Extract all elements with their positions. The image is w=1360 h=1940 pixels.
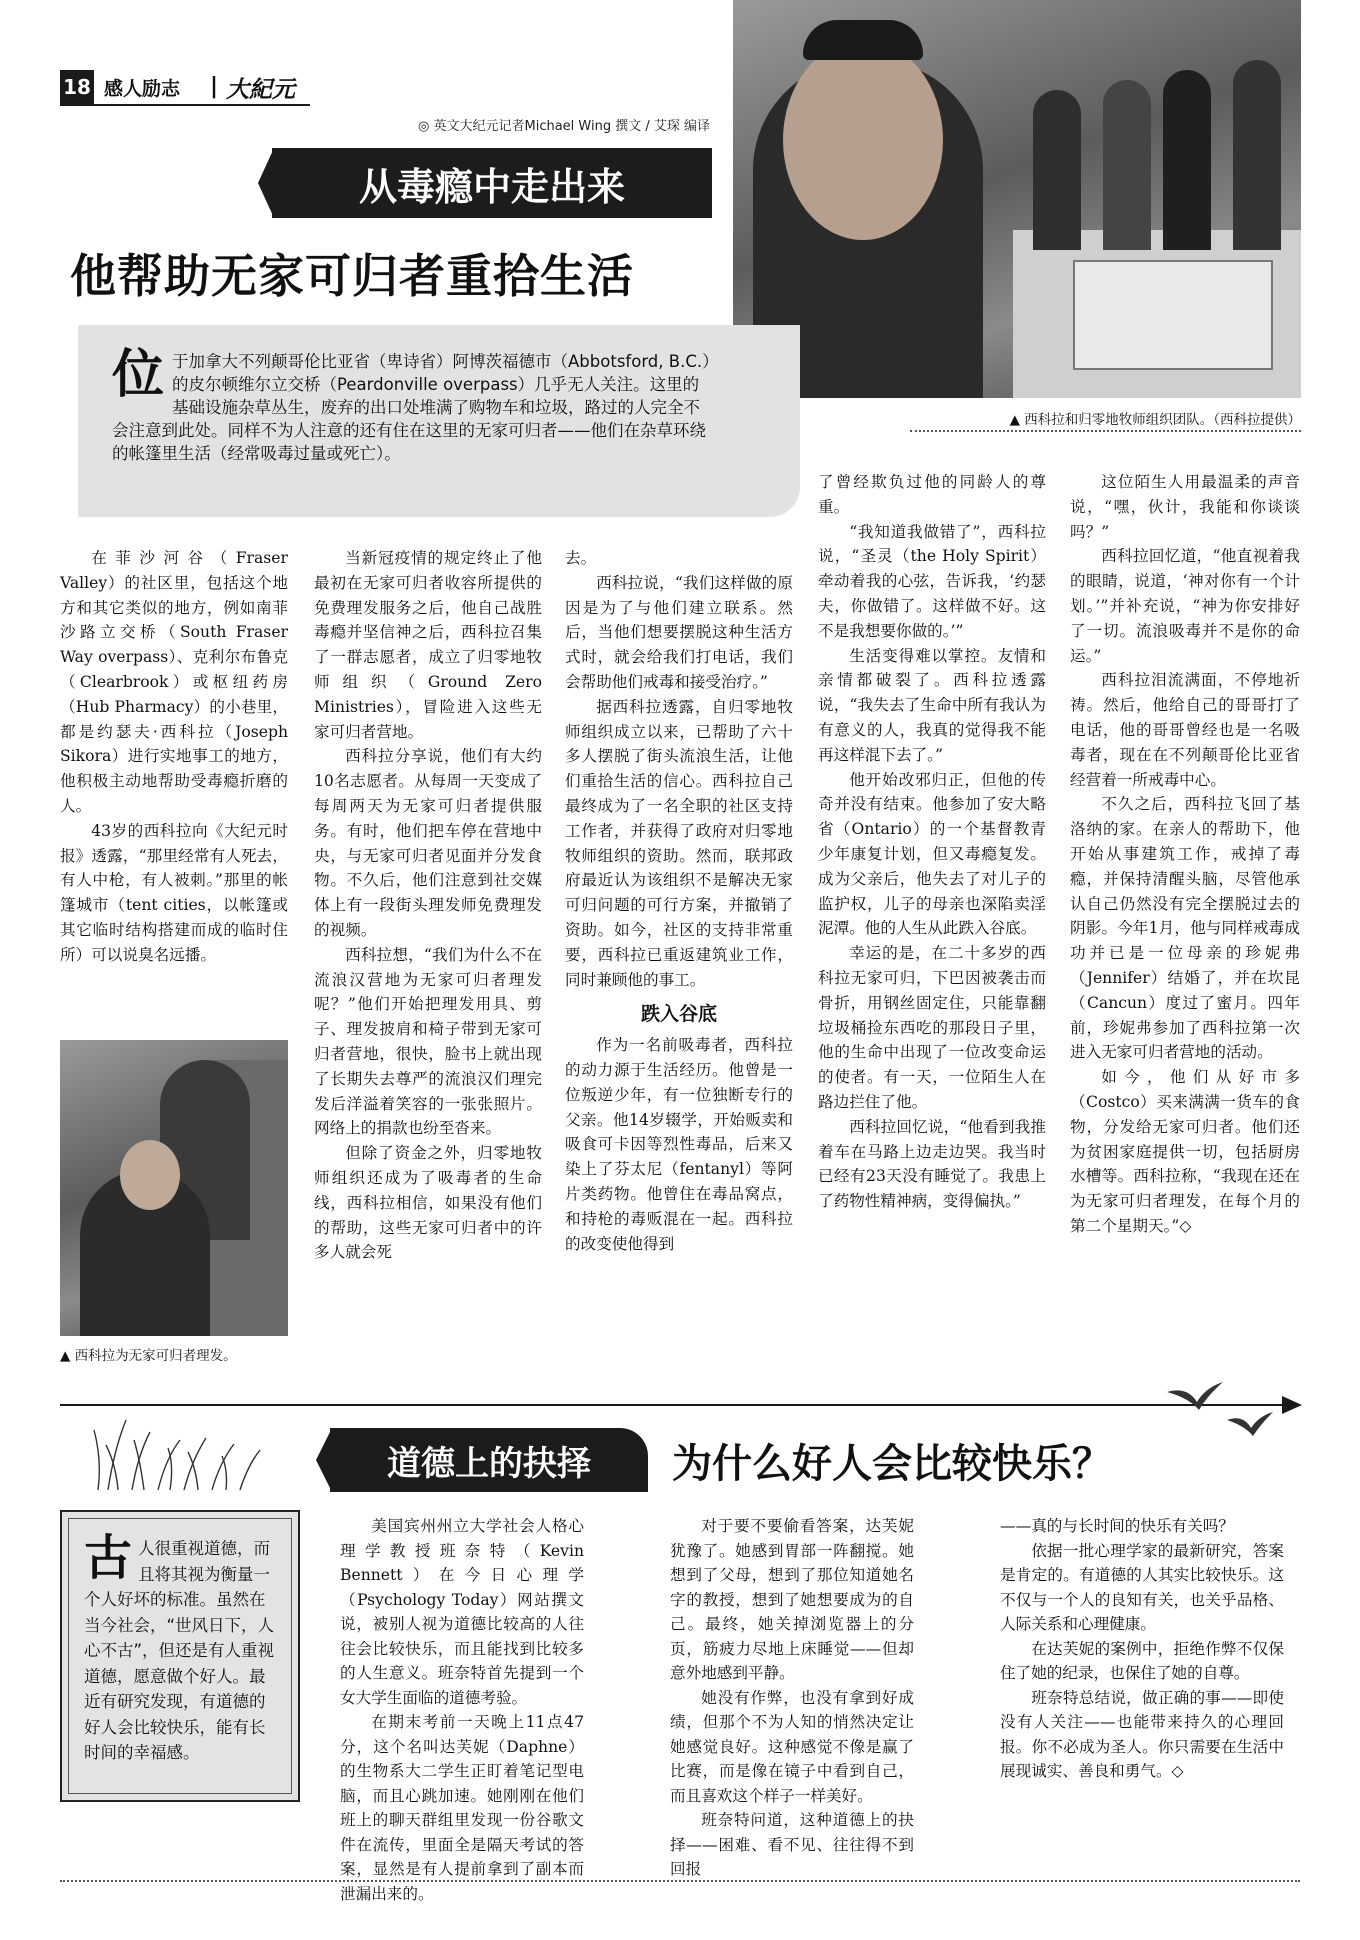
- paragraph: 生活变得难以掌控。友情和亲情都破裂了。西科拉透露说，“我失去了生命中所有我认为有意义的人，我真的觉得我不能再这样混下去了。”: [818, 646, 1046, 764]
- headline: 他帮助无家可归者重拾生活: [70, 249, 634, 303]
- paragraph: 他开始改邪归正，但他的传奇并没有结束。他参加了安大略省（Ontario）的一个基督教青少年康复计划，但又毒瘾复发。成为父亲后，他失去了对儿子的监护权，儿子的母亲也深陷卖淫泥潭。他的人生从此跌入谷底。: [818, 770, 1046, 938]
- paragraph: 据西科拉透露，自归零地牧师组织成立以来，已帮助了六十多人摆脱了街头流浪生活，让他们重拾生活的信心。西科拉自己最终成为了一名全职的社区支持工作者，并获得了政府对归零地牧师组织的资助。然而，联邦政府最近认为该组织不是解决无家可归问题的可行方案，并撤销了资助。如今，社区的支持非常重要，西科拉已重返建筑业工作，同时兼顾他的事工。: [565, 697, 793, 989]
- photo-caption: ▲ 西科拉为无家可归者理发。: [60, 1348, 237, 1364]
- paragraph: 西科拉回忆道，“他直视着我的眼睛，说道，‘神对你有一个计划。’”并补充说，“神为你安排好了一切。流浪吸毒并不是你的命运。”: [1070, 547, 1300, 665]
- section-divider: [60, 1404, 1300, 1406]
- photo-haircut: [60, 1040, 288, 1336]
- intro-body: 人很重视道德，而且将其视为衡量一个人好坏的标准。虽然在当今社会，“世风日下，人心不古”，但还是有人重视道德，愿意做个好人。最近有研究发现，有道德的好人会比较快乐，能有长时间的幸福感。: [84, 1539, 275, 1762]
- paragraph: 西科拉分享说，他们有大约10名志愿者。从每周一天变成了每周两天为无家可归者提供服务。有时，他们把车停在营地中央，与无家可归者见面并分发食物。不久后，他们注意到社交媒体上有一段街头理发师免费理发的视频。: [314, 747, 542, 939]
- drop-cap: 古: [84, 1530, 133, 1586]
- section-name: 感人励志: [104, 78, 181, 100]
- paragraph: 西科拉说，“我们这样做的原因是为了与他们建立联系。然后，当他们想要摆脱这种生活方式时，就会给我们打电话，我们会帮助他们戒毒和接受治疗。”: [565, 573, 793, 691]
- paragraph: 对于要不要偷看答案，达芙妮犹豫了。她感到胃部一阵翻搅。她想到了父母，想到了那位知道她名字的教授，想到了她想要成为的自己。最终，她关掉浏览器上的分页，筋疲力尽地上床睡觉——但却意外地感到平静。: [670, 1517, 914, 1682]
- paragraph: 在菲沙河谷（Fraser Valley）的社区里，包括这个地方和其它类似的地方，例如南菲沙路立交桥（South Fraser Way overpass）、克利尔布鲁克（Clearbrook）或枢纽药房（Hub Pharmacy）的小巷里，都是约瑟夫·西科拉（Joseph Sikora）进行实地事工的地方，他积极主动地帮助受毒瘾折磨的人。: [60, 549, 288, 815]
- intro-body: 于加拿大不列颠哥伦比亚省（卑诗省）阿博茨福德市（Abbotsford, B.C.）的皮尔顿维尔立交桥（Peardonville overpass）几乎无人关注。这里的基础设施杂草丛生，废弃的出口处堆满了购物车和垃圾，路过的人完全不会注意到此处。同样不为人注意的还有住在这里的无家可归者——他们在杂草环绕的帐篷里生活（经常吸毒过量或死亡）。: [112, 352, 711, 463]
- bird-icon: [1165, 1380, 1225, 1420]
- article-column-5: [1070, 470, 1300, 1239]
- photo-caption: ▲ 西科拉和归零地牧师组织团队。（西科拉提供）: [1009, 412, 1301, 428]
- grass-decoration: [88, 1410, 268, 1490]
- intro-paragraph: [112, 345, 712, 465]
- drop-cap: 位: [112, 345, 165, 405]
- paragraph: 班奈特总结说，做正确的事——即使没有人关注——也能带来持久的心理回报。你不必成为圣人。你只需要在生活中展现诚实、善良和勇气。◇: [1000, 1688, 1284, 1780]
- article2-column-3: [1000, 1514, 1284, 1784]
- paragraph: 美国宾州州立大学社会人格心理学教授班奈特（Kevin Bennett）在今日心理学（Psychology Today）网站撰文说，被别人视为道德比较高的人往往会比较快乐，而且能找到比较多的人生意义。班奈特首先提到一个女大学生面临的道德考验。: [340, 1517, 584, 1707]
- paragraph: 西科拉想，“我们为什么不在流浪汉营地为无家可归者理发呢？”他们开始把理发用具、剪子、理发披肩和椅子带到无家可归者营地，很快，脸书上就出现了长期失去尊严的流浪汉们理完发后洋溢着笑容的一张张照片。网络上的捐款也纷至沓来。: [314, 945, 542, 1138]
- bottom-rule: [60, 1880, 1300, 1882]
- paragraph: 作为一名前吸毒者，西科拉的动力源于生活经历。他曾是一位叛逆少年，有一位独断专行的父亲。他14岁辍学，开始贩卖和吸食可卡因等烈性毒品，后来又染上了芬太尼（fentanyl）等阿片类药物。他曾住在毒品窝点，和持枪的毒贩混在一起。西科拉的改变使他得到: [565, 1036, 793, 1253]
- paragraph: 幸运的是，在二十多岁的西科拉无家可归，下巴因被袭击而骨折，用钢丝固定住，只能靠翻垃圾桶捡东西吃的那段日子里，他的生命中出现了一位改变命运的使者。有一天，一位陌生人在路边拦住了他。: [818, 944, 1046, 1111]
- paragraph: 但除了资金之外，归零地牧师组织还成为了吸毒者的生命线，西科拉相信，如果没有他们的帮助，这些无家可归者中的许多人就会死: [314, 1144, 542, 1262]
- caption-rule: [910, 430, 1301, 432]
- header-separator: |: [210, 74, 219, 99]
- headline: 为什么好人会比较快乐？: [672, 1441, 1112, 1487]
- paragraph: 如今，他们从好市多（Costco）买来满满一货车的食物，分发给无家可归者。他们还为贫困家庭提供一切，包括厨房水槽等。西科拉称，“我现在还在为无家可归者理发，在每个月的第二个星期天。”◇: [1070, 1068, 1300, 1235]
- paragraph: 去。: [565, 549, 597, 567]
- section-banner: 道德上的抉择: [330, 1428, 648, 1492]
- paragraph: 这位陌生人用最温柔的声音说，“嘿，伙计，我能和你谈谈吗？”: [1070, 473, 1300, 541]
- paragraph: 西科拉回忆说，“他看到我推着车在马路上边走边哭。我当时已经有23天没有睡觉了。我患上了药物性精神病，变得偏执。”: [818, 1117, 1046, 1211]
- article-column-4: [818, 470, 1046, 1214]
- intro-paragraph: [84, 1530, 280, 1766]
- paragraph: 43岁的西科拉向《大纪元时报》透露，“那里经常有人死去，有人中枪，有人被刺。”那里的帐篷城市（tent cities，以帐篷或其它临时结构搭建而成的临时住所）可以说臭名远播。: [60, 821, 288, 964]
- header-rule: [60, 104, 310, 106]
- page-number: 18: [60, 70, 94, 104]
- article-column-2: [314, 546, 542, 1265]
- title-banner: 从毒瘾中走出来: [272, 148, 712, 218]
- paragraph: 班奈特问道，这种道德上的抉择——困难、看不见、往往得不到回报: [670, 1811, 914, 1878]
- paragraph: 西科拉泪流满面，不停地祈祷。然后，他给自己的哥哥打了电话，他的哥哥曾经也是一名吸毒者，现在在不列颠哥伦比亚省经营着一所戒毒中心。: [1070, 671, 1300, 789]
- paragraph: 依据一批心理学家的最新研究，答案是肯定的。有道德的人其实比较快乐。这不仅与一个人的良知有关，也关乎品格、人际关系和心理健康。: [1000, 1541, 1284, 1633]
- article-column-1: [60, 546, 288, 968]
- paragraph: 不久之后，西科拉飞回了基洛纳的家。在亲人的帮助下，他开始从事建筑工作，戒掉了毒瘾，并保持清醒头脑，尽管他承认自己仍然没有完全摆脱过去的阴影。今年1月，他与同样戒毒成功并已是一位母亲的珍妮弗（Jennifer）结婚了，并在坎昆（Cancun）度过了蜜月。四年前，珍妮弗参加了西科拉第一次进入无家可归者营地的活动。: [1070, 795, 1300, 1062]
- byline: ◎ 英文大纪元记者Michael Wing 撰文 / 艾琛 编译: [418, 119, 710, 134]
- article-column-3: [565, 546, 793, 1256]
- subheading: 跌入谷底: [640, 1003, 717, 1026]
- paragraph: 了曾经欺负过他的同龄人的尊重。: [818, 473, 1046, 516]
- paragraph: 在期末考前一天晚上11点47分，这个名叫达芙妮（Daphne）的生物系大二学生正盯着笔记型电脑，而且心跳加速。她刚刚在他们班上的聊天群组里发现一份谷歌文件在流传，里面全是隔天考试的答案，显然是有人提前拿到了副本而泄漏出来的。: [340, 1713, 584, 1903]
- article2-column-2: [670, 1514, 914, 1882]
- photo-team: [733, 0, 1301, 398]
- paragraph: 她没有作弊，也没有拿到好成绩，但那个不为人知的悄然决定让她感觉良好。这种感觉不像是赢了比赛，而是像在镜子中看到自己，而且喜欢这个样子一样美好。: [670, 1688, 914, 1805]
- paragraph: 在达芙妮的案例中，拒绝作弊不仅保住了她的纪录，也保住了她的自尊。: [1000, 1639, 1284, 1682]
- brand-logo: 大紀元: [226, 76, 295, 103]
- paragraph: 当新冠疫情的规定终止了他最初在无家可归者收容所提供的免费理发服务之后，他自己战胜毒瘾并坚信神之后，西科拉召集了一群志愿者，成立了归零地牧师组织（Ground Zero Ministries），冒险进入这些无家可归者营地。: [314, 549, 542, 741]
- arrow-icon: [1282, 1396, 1302, 1414]
- paragraph: ——真的与长时间的快乐有关吗？: [1000, 1517, 1234, 1535]
- paragraph: “我知道我做错了”，西科拉说，“圣灵（the Holy Spirit）牵动着我的心弦，告诉我，‘约瑟夫，你做错了。这样做不好。这不是我想要你做的。’”: [818, 522, 1046, 640]
- article2-column-1: [340, 1514, 584, 1906]
